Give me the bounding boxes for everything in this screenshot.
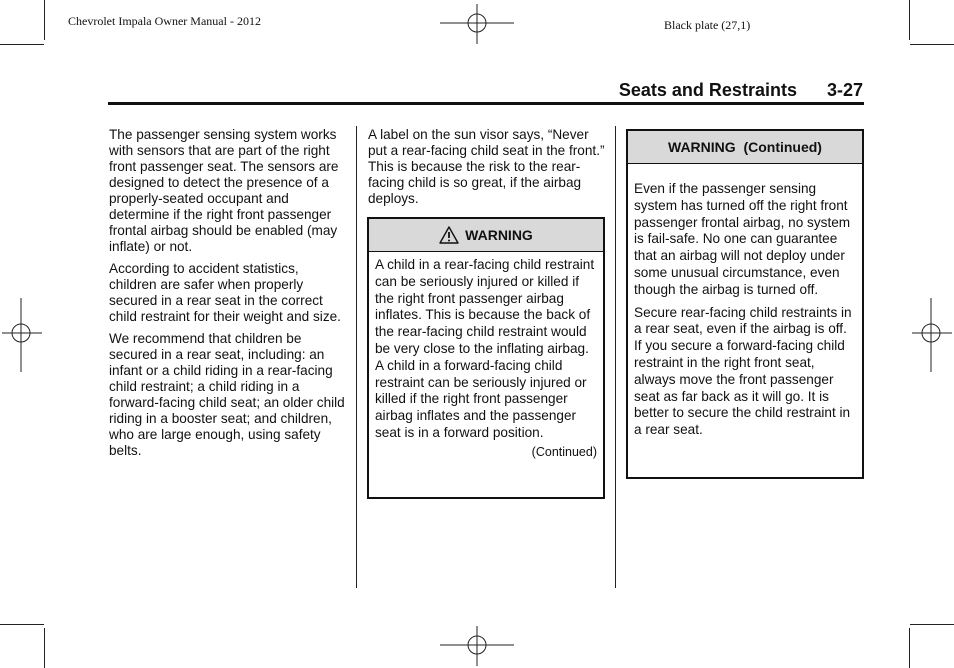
registration-mark-bottom [440, 626, 514, 666]
warning-header [369, 219, 603, 252]
header-rule [108, 102, 864, 105]
manual-title: Chevrolet Impala Owner Manual - 2012 [68, 14, 261, 28]
warning-continued-body [628, 164, 862, 439]
warning-triangle-icon [439, 226, 459, 244]
crop-mark [909, 628, 910, 668]
column-divider [356, 126, 357, 588]
paragraph: The passenger sensing system works with sensors that are part of the right front passenger seat. The sensors are designed to detect the presence of a properly-seated occupant and determine if the right front passenger frontal airbag should be enabled (may inflate) or not. [109, 127, 339, 254]
crop-mark [909, 0, 910, 40]
warning-body [369, 252, 603, 461]
warning-continued-title: WARNING (Continued) [668, 139, 822, 155]
page-number: 3-27 [826, 80, 863, 100]
crop-mark [0, 624, 44, 625]
registration-mark-top [440, 4, 514, 44]
section-heading [619, 80, 863, 101]
plate-label: Black plate (27,1) [664, 18, 751, 32]
column-2 [368, 127, 606, 213]
paragraph: According to accident statistics, children are safer when properly secured in a rear seat in the correct child restraint for their weight and size. [109, 261, 341, 324]
warning-continued-header [628, 131, 862, 164]
registration-mark-right [912, 298, 952, 372]
warning-title: WARNING [465, 227, 533, 243]
crop-mark [44, 0, 45, 40]
crop-mark [910, 44, 954, 45]
registration-mark-left [2, 298, 42, 372]
column-divider [615, 126, 616, 588]
crop-mark [44, 628, 45, 668]
paragraph: Even if the passenger sensing system has turned off the right front passenger frontal airbag, no system is fail-safe. No one can guarantee that an airbag will not deploy under some unusual circumstance, even though the airbag is turned off. [634, 181, 851, 297]
crop-mark [910, 624, 954, 625]
section-title: Seats and Restraints [618, 80, 797, 100]
paragraph: Secure rear-facing child restraints in a rear seat, even if the airbag is off. If you secure a forward-facing child restraint in the right front seat, always move the front passenger seat as far back as it will go. It is better to secure the child restraint in a rear seat. [634, 304, 852, 438]
paragraph: A child in a rear-facing child restraint can be seriously injured or killed if the right front passenger airbag inflates. This is because the back of the rear-facing child restraint would be very close to the inflating airbag. A child in a forward-facing child restraint can be seriously injured or killed if the right front passenger airbag inflates and the passenger seat is in a forward position. [375, 257, 595, 440]
paragraph: We recommend that children be secured in a rear seat, including: an infant or a child riding in a rear-facing child restraint; a child riding in a forward-facing child seat; an older child riding in a booster seat; and children, who are large enough, using safety belts. [109, 331, 345, 458]
crop-mark [0, 44, 44, 45]
warning-continued-box [626, 129, 864, 479]
continued-label: (Continued) [531, 444, 597, 459]
warning-box [367, 217, 605, 499]
paragraph: A label on the sun visor says, “Never put a rear-facing child seat in the front.” This is because the risk to the rear-facing child is so great, if the airbag deploys. [368, 127, 605, 206]
column-1 [109, 127, 347, 465]
